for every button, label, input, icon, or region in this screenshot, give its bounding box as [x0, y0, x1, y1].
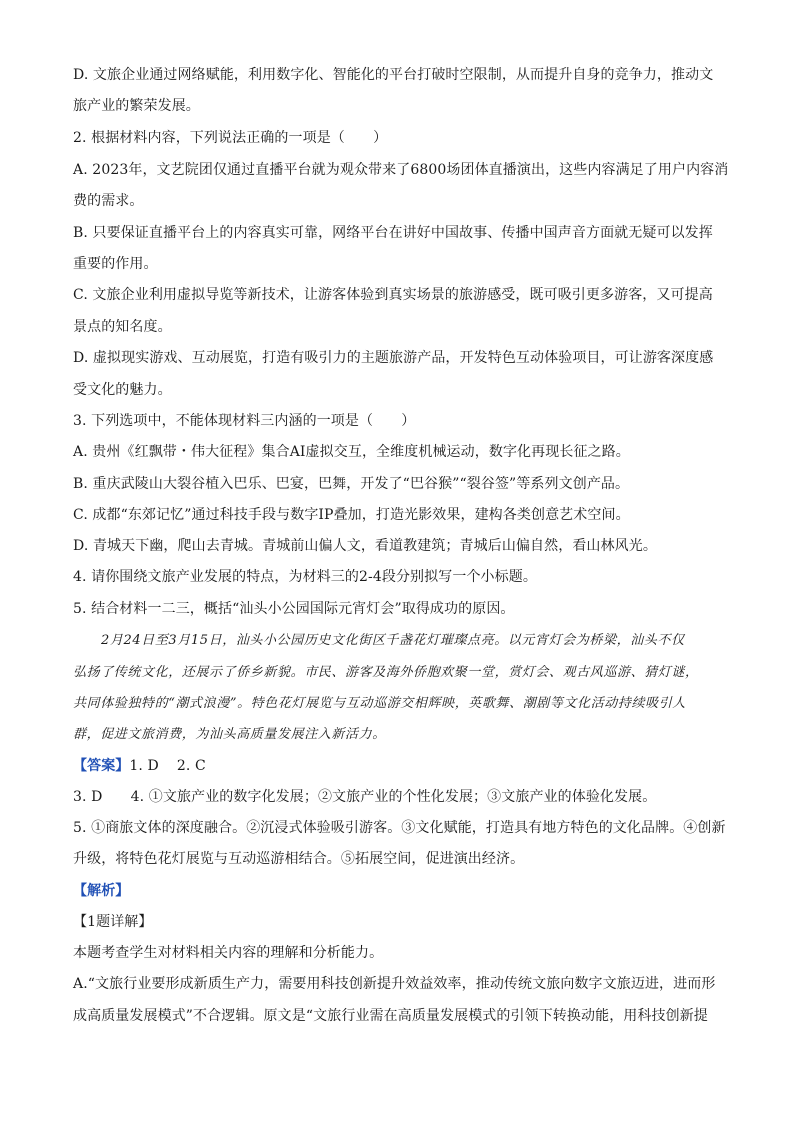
option-c: C. 成都“东郊记忆”通过科技手段与数字IP叠加，打造光影效果，建构各类创意艺术空间。 [73, 507, 630, 523]
question-4: 4. 请你围绕文旅产业发展的特点，为材料三的2-4段分别拟写一个小标题。 [73, 569, 537, 585]
text-line: D. 文旅企业通过网络赋能，利用数字化、智能化的平台打破时空限制，从而提升自身的竞争力，推动文 [73, 67, 714, 83]
answer-5-cont: 升级，将特色花灯展览与互动巡游相结合。⑤拓展空间，促进演出经济。 [73, 851, 525, 867]
analysis-tag: 【解析】 [73, 883, 130, 899]
quote-line: 群，促进文旅消费，为汕头高质量发展注入新活力。 [73, 727, 386, 742]
detail-line: 成高质量发展模式”不合逻辑。原文是“文旅行业需在高质量发展模式的引领下转换动能，用科技创新提 [73, 1008, 708, 1024]
question-3: 3. 下列选项中，不能体现材料三内涵的一项是（ ） [73, 413, 416, 429]
text-line: 旅产业的繁荣发展。 [73, 98, 200, 114]
option-c: C. 文旅企业利用虚拟导览等新技术，让游客体验到真实场景的旅游感受，既可吸引更多游客，又可提高 [73, 287, 713, 303]
quote-line: 2月24日至3月15日，汕头小公园历史文化街区千盏花灯璀璨点亮。以元宵灯会为桥梁，汕头不仅 [101, 633, 685, 648]
quote-line: 弘扬了传统文化，还展示了侨乡新貌。市民、游客及海外侨胞欢聚一堂，赏灯会、观古风巡游、猜灯谜， [73, 665, 699, 680]
answer-1: 1. D [129, 758, 159, 774]
answer-5: 5. ①商旅文体的深度融合。②沉浸式体验吸引游客。③文化赋能，打造具有地方特色的文化品牌。④创新 [73, 820, 726, 836]
text-line: 费的需求。 [73, 193, 144, 209]
option-a: A. 贵州《红飘带・伟大征程》集合AI虚拟交互，全维度机械运动，数字化再现长征之路。 [73, 444, 630, 460]
quote-line: 共同体验独特的“潮式浪漫”。特色花灯展览与互动巡游交相辉映，英歌舞、潮剧等文化活动持续吸引人 [73, 696, 686, 711]
answer-line [73, 756, 206, 776]
answer-3-4: 3. D 4. ①文旅产业的数字化发展；②文旅产业的个性化发展；③文旅产业的体验化发展。 [73, 789, 657, 805]
option-d: D. 青城天下幽，爬山去青城。青城前山偏人文，看道教建筑；青城后山偏自然，看山林风光。 [73, 538, 657, 554]
answer-tag: 【答案】 [73, 758, 130, 774]
option-b: B. 只要保证直播平台上的内容真实可靠，网络平台在讲好中国故事、传播中国声音方面就无疑可以发挥 [73, 225, 713, 241]
question-2: 2. 根据材料内容，下列说法正确的一项是（ ） [73, 130, 388, 146]
option-b: B. 重庆武陵山大裂谷植入巴乐、巴宴，巴舞，开发了“巴谷猴”“裂谷签”等系列文创产品。 [73, 476, 630, 492]
question-5: 5. 结合材料一二三，概括“汕头小公园国际元宵灯会”取得成功的原因。 [73, 601, 515, 617]
text-line: 重要的作用。 [73, 256, 158, 272]
text-line: 受文化的魅力。 [73, 382, 172, 398]
detail-line: 本题考查学生对材料相关内容的理解和分析能力。 [73, 945, 384, 961]
detail-heading: 【1题详解】 [73, 914, 153, 930]
detail-line: A.“文旅行业要形成新质生产力，需要用科技创新提升效益效率，推动传统文旅向数字文旅迈进，进而形 [73, 976, 716, 992]
text-line: 景点的知名度。 [73, 319, 172, 335]
answer-2: 2. C [176, 758, 206, 774]
option-a: A. 2023年，文艺院团仅通过直播平台就为观众带来了6800场团体直播演出，这些内容满足了用户内容消 [73, 162, 729, 178]
option-d: D. 虚拟现实游戏、互动展览，打造有吸引力的主题旅游产品，开发特色互动体验项目，可让游客深度感 [73, 350, 714, 366]
